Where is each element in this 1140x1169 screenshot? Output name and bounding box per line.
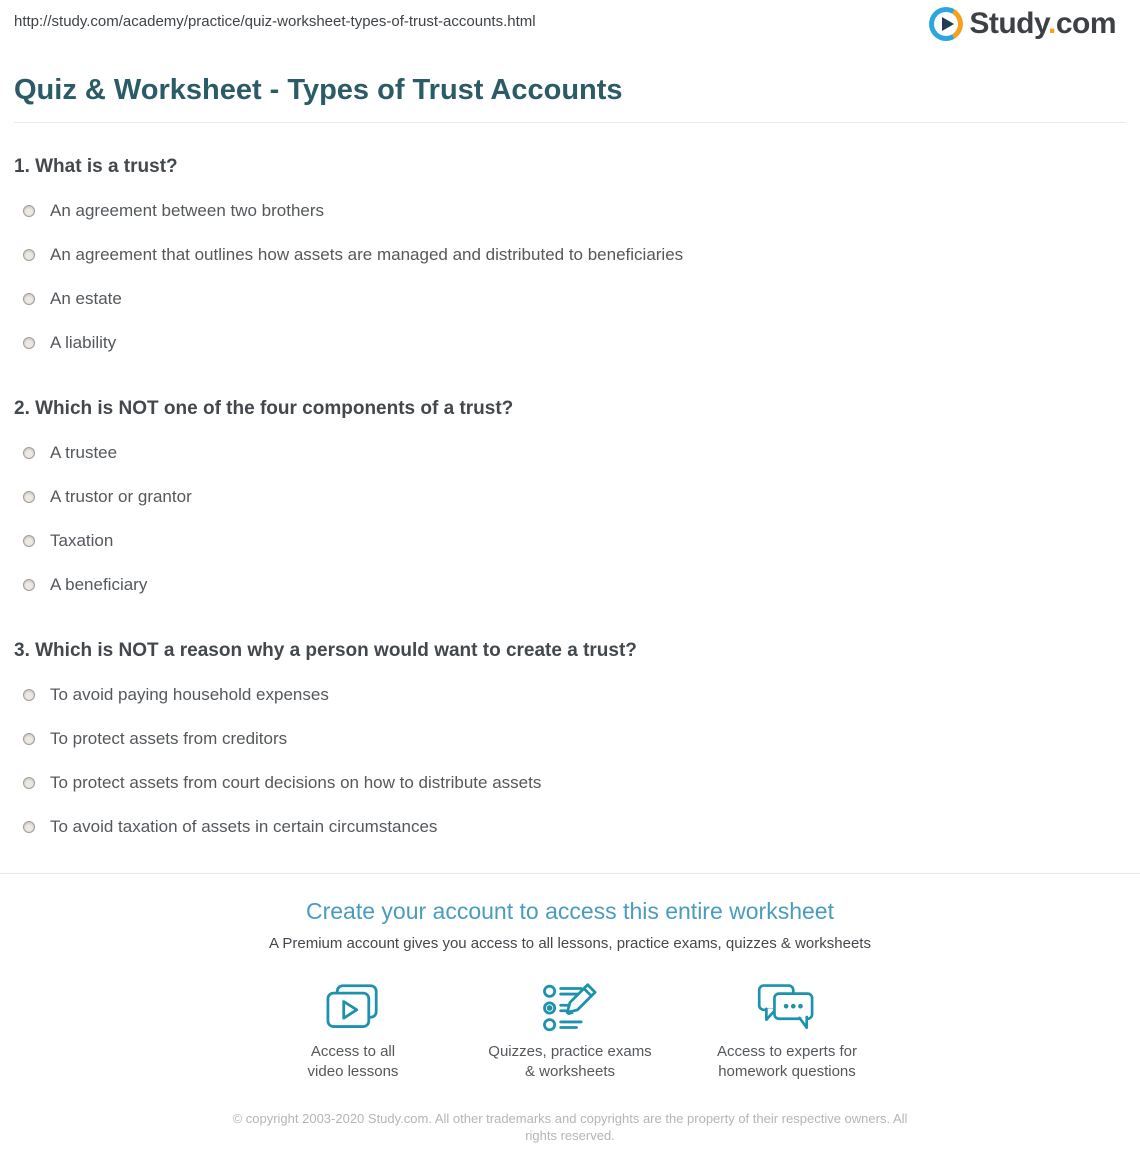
question-2-option-1[interactable] [23, 431, 1126, 475]
option-label: To avoid taxation of assets in certain circumstances [50, 817, 438, 836]
radio-button[interactable] [23, 337, 35, 349]
feature-label [679, 1042, 896, 1082]
logo-text-com: com [1055, 7, 1116, 40]
question-3-option-2[interactable] [23, 717, 1126, 761]
option-label: To protect assets from creditors [50, 729, 288, 748]
feature-label-line2: & worksheets [524, 1063, 616, 1080]
experts-chat-icon [679, 982, 896, 1034]
question-3-option-3[interactable] [23, 761, 1126, 805]
feature-quizzes-worksheets [462, 982, 679, 1082]
radio-button[interactable] [23, 821, 35, 833]
radio-button[interactable] [23, 579, 35, 591]
question-3-option-4[interactable] [23, 805, 1126, 849]
radio-button[interactable] [23, 491, 35, 503]
feature-label-line1: Access to all [310, 1043, 396, 1060]
feature-experts-homework [679, 982, 896, 1082]
copyright-text: © copyright 2003-2020 Study.com. All other trademarks and copyrights are the property of their respective owners. All rights reserved. [232, 1111, 908, 1143]
question-2-heading: 2. Which is NOT one of the four components of a trust? [14, 398, 514, 419]
cta-section [0, 873, 1140, 1144]
question-3 [14, 639, 1126, 849]
question-1-option-2[interactable] [23, 233, 1126, 277]
question-2-option-3[interactable] [23, 519, 1126, 563]
question-1-option-3[interactable] [23, 277, 1126, 321]
question-1 [14, 155, 1126, 365]
logo-wordmark [969, 7, 1116, 41]
radio-button[interactable] [23, 733, 35, 745]
question-1-option-4[interactable] [23, 321, 1126, 365]
question-1-option-1[interactable] [23, 189, 1126, 233]
feature-video-lessons [245, 982, 462, 1082]
radio-button[interactable] [23, 689, 35, 701]
radio-button[interactable] [23, 447, 35, 459]
question-3-option-1[interactable] [23, 673, 1126, 717]
radio-button[interactable] [23, 249, 35, 261]
quizzes-worksheets-icon [462, 982, 679, 1034]
page-title: Quiz & Worksheet - Types of Trust Accounts [14, 74, 623, 106]
option-label: To avoid paying household expenses [50, 685, 329, 704]
question-2 [14, 397, 1126, 607]
feature-label-line1: Access to experts for [716, 1043, 858, 1060]
option-label: A trustor or grantor [50, 487, 192, 506]
cta-subtitle: A Premium account gives you access to all lessons, practice exams, quizzes & worksheets [269, 935, 871, 952]
option-label: A liability [50, 333, 117, 352]
features-row [0, 982, 1140, 1082]
feature-label-line1: Quizzes, practice exams [488, 1043, 652, 1060]
logo-text-study: Study [969, 7, 1048, 40]
quiz-body [0, 155, 1140, 849]
option-label: A beneficiary [50, 575, 148, 594]
option-label: An agreement that outlines how assets are managed and distributed to beneficiaries [50, 245, 684, 264]
radio-button[interactable] [23, 535, 35, 547]
page-url: http://study.com/academy/practice/quiz-worksheet-types-of-trust-accounts.html [14, 13, 536, 30]
question-2-option-4[interactable] [23, 563, 1126, 607]
title-divider [14, 122, 1126, 123]
video-lessons-icon [245, 982, 462, 1034]
question-1-heading: 1. What is a trust? [14, 156, 178, 177]
feature-label-line2: video lessons [307, 1063, 399, 1080]
logo-text-dot: . [1047, 7, 1056, 40]
question-3-heading: 3. Which is NOT a reason why a person would want to create a trust? [14, 640, 637, 661]
radio-button[interactable] [23, 205, 35, 217]
cta-title: Create your account to access this entire worksheet [306, 898, 834, 924]
feature-label [462, 1042, 679, 1082]
question-2-option-2[interactable] [23, 475, 1126, 519]
logo-play-icon [929, 7, 963, 41]
feature-label-line2: homework questions [718, 1063, 856, 1080]
feature-label [245, 1042, 462, 1082]
studycom-logo[interactable] [929, 7, 1116, 41]
option-label: Taxation [50, 531, 114, 550]
option-label: An estate [50, 289, 122, 308]
option-label: A trustee [50, 443, 118, 462]
page-header [0, 0, 1140, 48]
option-label: An agreement between two brothers [50, 201, 325, 220]
radio-button[interactable] [23, 777, 35, 789]
option-label: To protect assets from court decisions on how to distribute assets [50, 773, 542, 792]
radio-button[interactable] [23, 293, 35, 305]
